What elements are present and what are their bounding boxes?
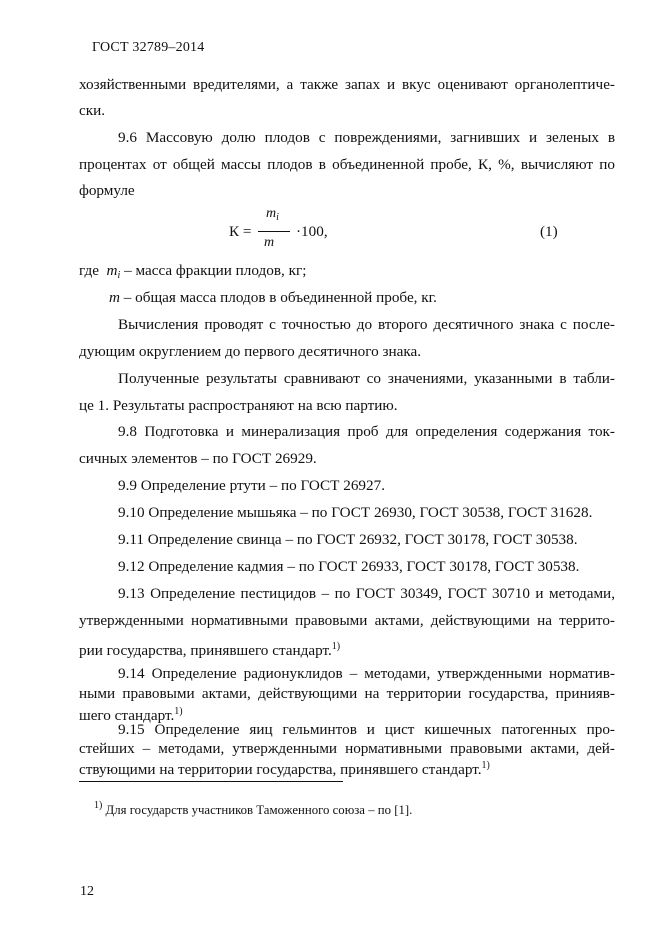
paragraph-9-13-line: 9.13 Определение пестицидов – по ГОСТ 30349, ГОСТ 30710 и методами,	[118, 585, 615, 602]
body-line: шего стандарт.$^{1)}$	[79, 706, 183, 724]
running-header: ГОСТ 32789–2014	[92, 40, 205, 55]
body-line: це 1. Результаты распространяют на всю партию.	[79, 397, 398, 414]
body-line: хозяйственными вредителями, а также запах и вкус оценивают органолептиче-	[79, 76, 615, 93]
paragraph-9-10: 9.10 Определение мышьяка – по ГОСТ 26930, ГОСТ 30538, ГОСТ 31628.	[118, 504, 593, 521]
body-line: ными правовыми актами, действующими на территории государства, принияв-	[79, 685, 615, 702]
body-line: стейших – методами, утвержденными нормативными правовыми актами, дей-	[79, 740, 615, 757]
formula-1	[0, 206, 661, 258]
page-number: 12	[80, 884, 94, 899]
body-line: утвержденными нормативными правовыми актами, действующими на террито-	[79, 612, 615, 629]
formula-multiplier: ·100,	[296, 223, 328, 240]
body-line: рии государства, принявшего стандарт.$^{1)}$	[79, 641, 341, 659]
footnote: $^{1)}$ Для государств участников Таможенного союза – по [1].	[94, 800, 413, 817]
formula-lhs: К =	[229, 223, 252, 240]
body-line: Полученные результаты сравнивают со значениями, указанными в табли-	[118, 370, 615, 387]
paragraph-9-6-line: 9.6 Массовую долю плодов с повреждениями, загнивших и зеленых в	[118, 129, 615, 146]
footnote-ref: 1)	[481, 760, 490, 771]
formula-denominator: m	[264, 235, 275, 250]
body-line: Вычисления проводят с точностью до второго десятичного знака с после-	[118, 316, 615, 333]
footnote-ref: 1)	[331, 641, 341, 652]
paragraph-9-11: 9.11 Определение свинца – по ГОСТ 26932, ГОСТ 30178, ГОСТ 30538.	[118, 531, 578, 548]
body-line: сичных элементов – по ГОСТ 26929.	[79, 450, 317, 467]
paragraph-9-8-line: 9.8 Подготовка и минерализация проб для определения содержания ток-	[118, 423, 615, 440]
footnote-mark: 1)	[94, 800, 103, 811]
where-line-1: где $m_i$ – масса фракции плодов, кг;	[79, 262, 307, 281]
paragraph-9-14-line: 9.14 Определение радионуклидов – методами, утвержденными норматив-	[118, 665, 615, 682]
footnote-ref: 1)	[174, 706, 183, 717]
paragraph-9-15-line: 9.15 Определение яиц гельминтов и цист кишечных патогенных про-	[118, 721, 615, 738]
footnote-separator	[79, 781, 343, 782]
formula-number: (1)	[540, 223, 558, 240]
fraction-bar	[258, 231, 290, 232]
body-line: дующим округлением до первого десятичного знака.	[79, 343, 422, 360]
where-line-2: m – общая масса плодов в объединенной пробе, кг.	[109, 289, 437, 306]
body-line: ствующими на территории государства, принявшего стандарт.$^{1)}$	[79, 760, 490, 778]
paragraph-9-12: 9.12 Определение кадмия – по ГОСТ 26933, ГОСТ 30178, ГОСТ 30538.	[118, 558, 580, 575]
paragraph-9-9: 9.9 Определение ртути – по ГОСТ 26927.	[118, 477, 386, 494]
body-line: процентах от общей массы плодов в объединенной пробе, К, %, вычисляют по	[79, 156, 615, 173]
formula-numerator: $m_i$	[266, 206, 279, 223]
body-line: формуле	[79, 182, 135, 199]
body-line: ски.	[79, 102, 106, 119]
